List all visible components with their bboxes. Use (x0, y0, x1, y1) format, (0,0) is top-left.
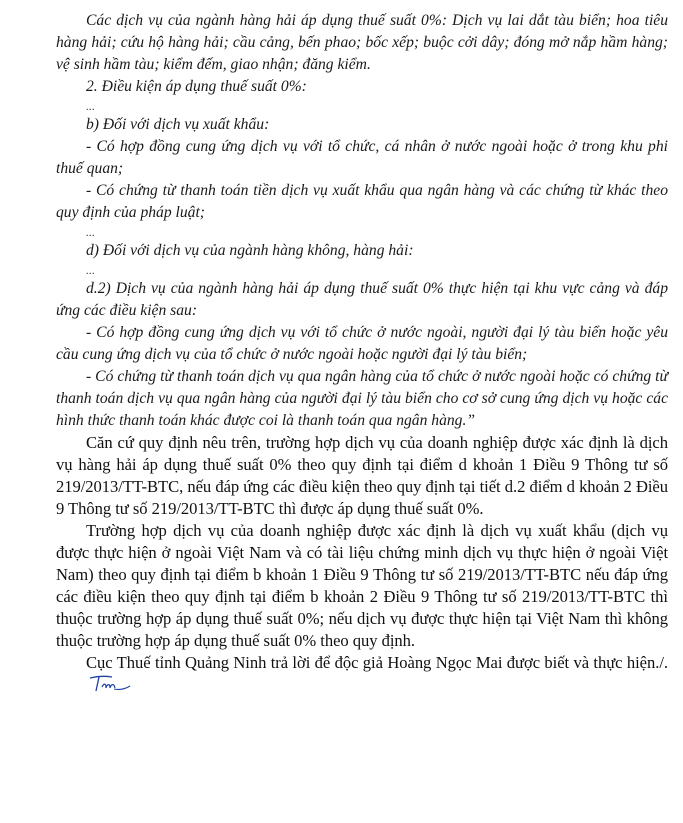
signature-mark (88, 674, 132, 694)
quote-heading-conditions: 2. Điều kiện áp dụng thuế suất 0%: (86, 78, 307, 95)
quote-subheading-aviation-maritime: d) Đối với dịch vụ của ngành hàng không, hàng hải: (86, 242, 414, 259)
quote-item-contract: - Có hợp đồng cung ứng dịch vụ với tổ chức, cá nhân ở nước ngoài hoặc ở trong khu phi thuế quan; (56, 138, 668, 177)
body-paragraph-export-conclusion: Trường hợp dịch vụ của doanh nghiệp được xác định là dịch vụ xuất khẩu (dịch vụ được thực hiện ở ngoài Việt Nam và có tài liệu chứng minh dịch vụ thực hiện ở ngoài Việt Nam) theo quy định tại điểm b khoản 1 Điều 9 Thông tư số 219/2013/TT-BTC nếu đáp ứng các điều kiện theo quy định tại điểm b khoản 2 Điều 9 Thông tư số 219/2013/TT-BTC thì thuộc trường hợp áp dụng thuế suất 0%; nếu dịch vụ được thực hiện tại Việt Nam thì không thuộc trường hợp áp dụng thuế suất 0% theo quy định. (56, 521, 668, 650)
ellipsis-2: ... (86, 225, 95, 239)
quote-paragraph-maritime-services: Các dịch vụ của ngành hàng hải áp dụng thuế suất 0%: Dịch vụ lai dắt tàu biển; hoa tiêu hàng hải; cứu hộ hàng hải; cầu cảng, bến phao; bốc xếp; buộc cởi dây; đóng mở nắp hầm hàng; vệ sinh hầm tàu; kiểm đếm, giao nhận; đăng kiểm. (56, 12, 668, 73)
closing-text: Cục Thuế tỉnh Quảng Ninh trả lời để độc giả Hoàng Ngọc Mai được biết và thực hiện./. (86, 653, 668, 672)
quote-item-foreign-contract: - Có hợp đồng cung ứng dịch vụ với tổ chức ở nước ngoài, người đại lý tàu biển hoặc yêu cầu cung ứng dịch vụ của tổ chức ở nước ngoài hoặc người đại lý tàu biển; (56, 324, 668, 363)
quote-subheading-export-services: b) Đối với dịch vụ xuất khẩu: (86, 116, 270, 133)
quote-item-bank-payment: - Có chứng từ thanh toán dịch vụ qua ngân hàng của tổ chức ở nước ngoài hoặc có chứng từ thanh toán dịch vụ qua ngân hàng của người đại lý tàu biển cho cơ sở cung ứng dịch vụ hoặc các hình thức thanh toán khác được coi là thanh toán qua ngân hàng.” (56, 368, 668, 429)
closing-paragraph (56, 652, 668, 700)
document-page (56, 10, 668, 700)
ellipsis-3: ... (86, 263, 95, 277)
ellipsis-1: ... (86, 99, 95, 113)
signature-initials (58, 674, 132, 700)
body-paragraph-maritime-conclusion: Căn cứ quy định nêu trên, trường hợp dịch vụ của doanh nghiệp được xác định là dịch vụ hàng hải áp dụng thuế suất 0% theo quy định tại điểm d khoản 1 Điều 9 Thông tư số 219/2013/TT-BTC, nếu đáp ứng các điều kiện theo quy định tại tiết d.2 điểm d khoản 2 Điều 9 Thông tư số 219/2013/TT-BTC thì được áp dụng thuế suất 0%. (56, 433, 668, 518)
quote-clause-d2: d.2) Dịch vụ của ngành hàng hải áp dụng thuế suất 0% thực hiện tại khu vực cảng và đáp ứng các điều kiện sau: (56, 280, 668, 319)
quote-item-payment-docs: - Có chứng từ thanh toán tiền dịch vụ xuất khẩu qua ngân hàng và các chứng từ khác theo quy định của pháp luật; (56, 182, 668, 221)
